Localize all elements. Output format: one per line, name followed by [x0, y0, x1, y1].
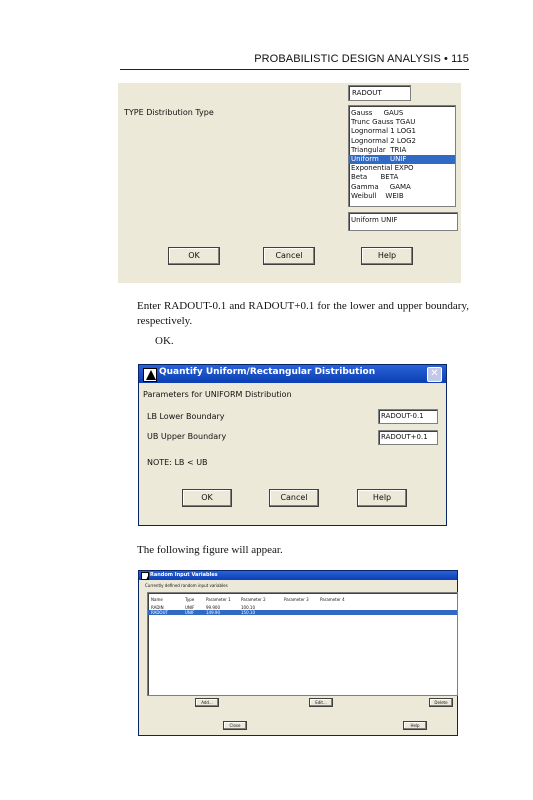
help-button[interactable]: Help [403, 721, 427, 730]
help-button[interactable]: Help [361, 247, 413, 265]
table-cell: Type [185, 597, 195, 602]
lower-boundary-label: LB Lower Boundary [147, 412, 225, 421]
add-button[interactable]: Add... [195, 698, 219, 707]
table-row[interactable] [148, 610, 457, 615]
distribution-type-list[interactable] [348, 105, 456, 207]
distribution-list-item[interactable]: Weibull WEIB [351, 191, 404, 200]
ok-button[interactable]: OK [182, 489, 232, 507]
running-title: PROBABILISTIC DESIGN ANALYSIS • 115 [254, 53, 469, 65]
help-button[interactable]: Help [357, 489, 407, 507]
table-cell: 150.10 [241, 610, 255, 615]
ansys-logo-icon [141, 572, 149, 580]
lower-boundary-input[interactable] [378, 409, 438, 424]
note-text: NOTE: LB < UB [147, 458, 208, 467]
distribution-list-item[interactable]: Lognormal 2 LOG2 [351, 136, 416, 145]
upper-boundary-label: UB Upper Boundary [147, 432, 227, 441]
edit-button[interactable]: Edit... [309, 698, 333, 707]
distribution-list-item[interactable]: Gamma GAMA [351, 182, 411, 191]
ok-button[interactable]: OK [168, 247, 220, 265]
distribution-list-item[interactable]: Triangular TRIA [351, 145, 407, 154]
table-cell: Parameter 3 [284, 597, 309, 602]
table-cell: 149.90 [206, 610, 220, 615]
parameters-label: Parameters for UNIFORM Distribution [143, 390, 292, 399]
distribution-list-item[interactable]: Gauss GAUS [351, 109, 404, 117]
dialog-title: Random Input Variables [150, 572, 218, 578]
variables-table[interactable] [147, 592, 458, 696]
quantify-uniform-dialog [138, 364, 447, 526]
table-cell: Parameter 1 [206, 597, 231, 602]
dialog-title-bar[interactable] [139, 571, 457, 580]
dialog-title-bar[interactable] [139, 365, 446, 383]
distribution-list-item[interactable]: Trunc Gauss TGAU [351, 118, 416, 127]
table-cell: Name [151, 597, 163, 602]
instruction-paragraph [137, 299, 469, 329]
ok-text: OK. [155, 335, 174, 347]
table-cell: UNIF [185, 610, 195, 615]
ansys-logo-icon [143, 368, 157, 382]
table-cell: RADIN [151, 605, 164, 610]
delete-button[interactable]: Delete [429, 698, 453, 707]
selected-distribution-field [348, 212, 458, 231]
table-cell: Parameter 4 [320, 597, 345, 602]
table-cell: UNIF [185, 605, 195, 610]
close-button[interactable]: Close [223, 721, 247, 730]
variable-name-value: RADOUT [352, 89, 382, 97]
instruction-text: Enter RADOUT-0.1 and RADOUT+0.1 for the lower and upper boundary, respectively. [137, 300, 469, 327]
distribution-list-item[interactable]: Lognormal 1 LOG1 [351, 127, 416, 136]
table-cell: 100.10 [241, 605, 255, 610]
distribution-list-item[interactable]: Uniform UNIF [349, 155, 455, 164]
upper-boundary-input[interactable] [378, 430, 438, 445]
table-cell: RADOUT [151, 610, 168, 615]
cancel-button[interactable]: Cancel [269, 489, 319, 507]
dialog-subtitle: Currently defined random input variables [145, 583, 228, 588]
table-cell: Parameter 2 [241, 597, 266, 602]
distribution-type-dialog [118, 83, 461, 283]
table-header [148, 597, 457, 602]
close-icon[interactable]: ✕ [427, 367, 442, 382]
variable-name-field[interactable] [348, 85, 411, 101]
distribution-type-label: TYPE Distribution Type [124, 108, 214, 117]
running-header [120, 51, 469, 70]
distribution-list-item[interactable]: Beta BETA [351, 173, 399, 182]
figure-intro-text: The following figure will appear. [137, 544, 283, 556]
upper-boundary-value: RADOUT+0.1 [381, 433, 428, 441]
table-cell: 99.900 [206, 605, 220, 610]
selected-distribution-value: Uniform UNIF [351, 216, 398, 224]
lower-boundary-value: RADOUT-0.1 [381, 412, 424, 420]
random-input-variables-dialog [138, 570, 458, 736]
distribution-list-item[interactable]: Exponential EXPO [351, 164, 414, 173]
cancel-button[interactable]: Cancel [263, 247, 315, 265]
dialog-title: Quantify Uniform/Rectangular Distribution [159, 367, 376, 377]
